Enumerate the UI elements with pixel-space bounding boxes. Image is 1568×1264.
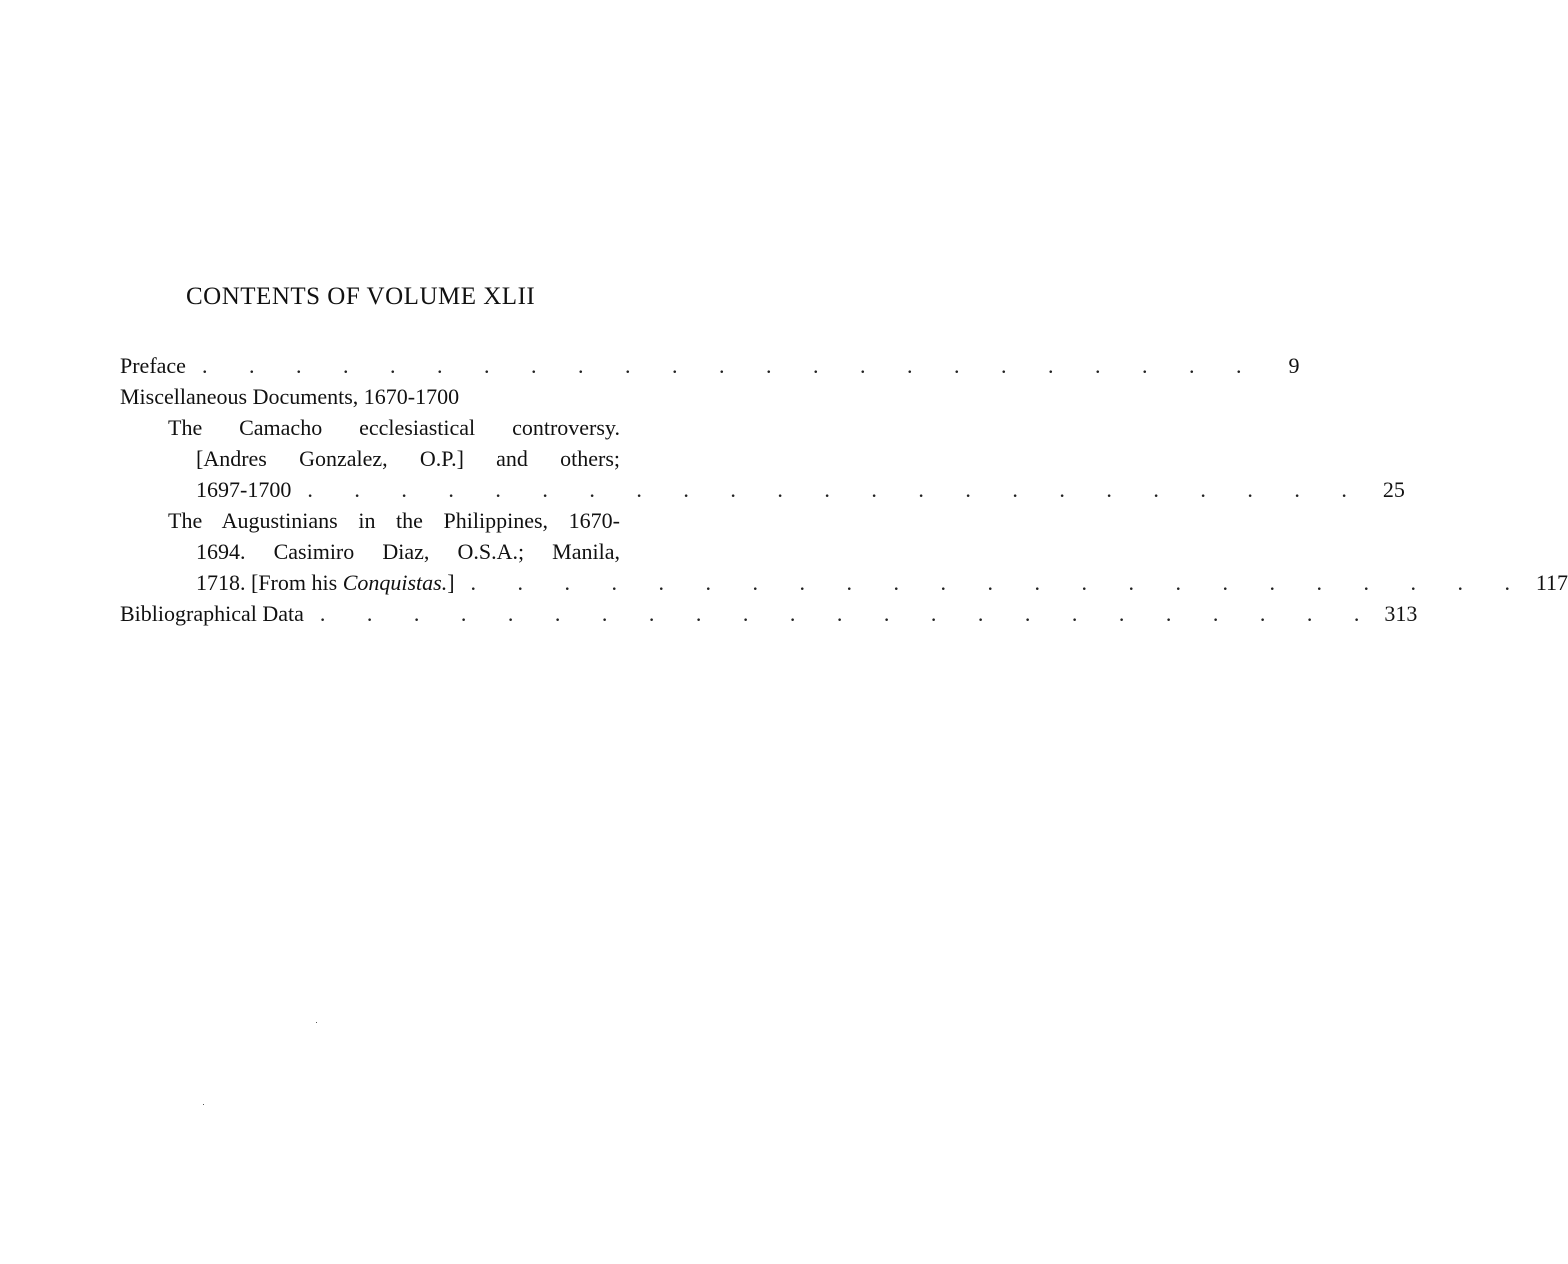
toc-page-number: 25 — [1382, 477, 1405, 502]
toc-entry-label: 1697-1700 — [196, 477, 292, 502]
toc-entry-label: Preface — [120, 353, 186, 378]
dot-leader: . . . . . . . . . . . . . . . . . . . . . . . — [319, 601, 1378, 626]
toc-entry-bibliographical — [120, 598, 1418, 629]
dot-leader: . . . . . . . . . . . . . . . . . . . . . . . — [470, 570, 1529, 595]
toc-entry-label: Bibliographical Data — [120, 601, 304, 626]
dot-leader: . . . . . . . . . . . . . . . . . . . . . . . — [307, 477, 1365, 502]
toc-entry-augustinians-line2: 1694. Casimiro Diaz, O.S.A.; Manila, — [196, 539, 620, 564]
scan-speck — [203, 1104, 204, 1105]
dot-leader: . . . . . . . . . . . . . . . . . . . . . . . — [201, 353, 1260, 378]
toc-entry-preface — [120, 350, 1300, 381]
toc-entry-bracket: ] — [447, 570, 455, 595]
table-of-contents — [120, 350, 1568, 629]
toc-entry-italic-title: Conquistas. — [342, 570, 448, 595]
toc-page-number: 117 — [1535, 570, 1568, 595]
toc-page-number: 313 — [1384, 601, 1418, 626]
toc-entry-camacho-line1: The Camacho ecclesiastical controversy. — [168, 415, 620, 440]
scan-speck — [316, 1022, 317, 1023]
page-title: CONTENTS OF VOLUME XLII — [186, 283, 536, 310]
toc-entry-augustinians-line1: The Augustinians in the Philippines, 1670- — [168, 508, 620, 533]
toc-section-label: Miscellaneous Documents, 1670-1700 — [120, 384, 460, 409]
toc-entry-augustinians-line3 — [120, 567, 1568, 598]
toc-page-number: 9 — [1288, 353, 1300, 378]
toc-entry-camacho-line2: [Andres Gonzalez, O.P.] and others; — [196, 446, 620, 471]
toc-entry-text: 1718. [From his — [196, 570, 338, 595]
toc-entry-camacho-line3 — [120, 474, 1405, 505]
toc-section-misc — [120, 381, 672, 412]
toc-entry-label — [196, 567, 455, 598]
